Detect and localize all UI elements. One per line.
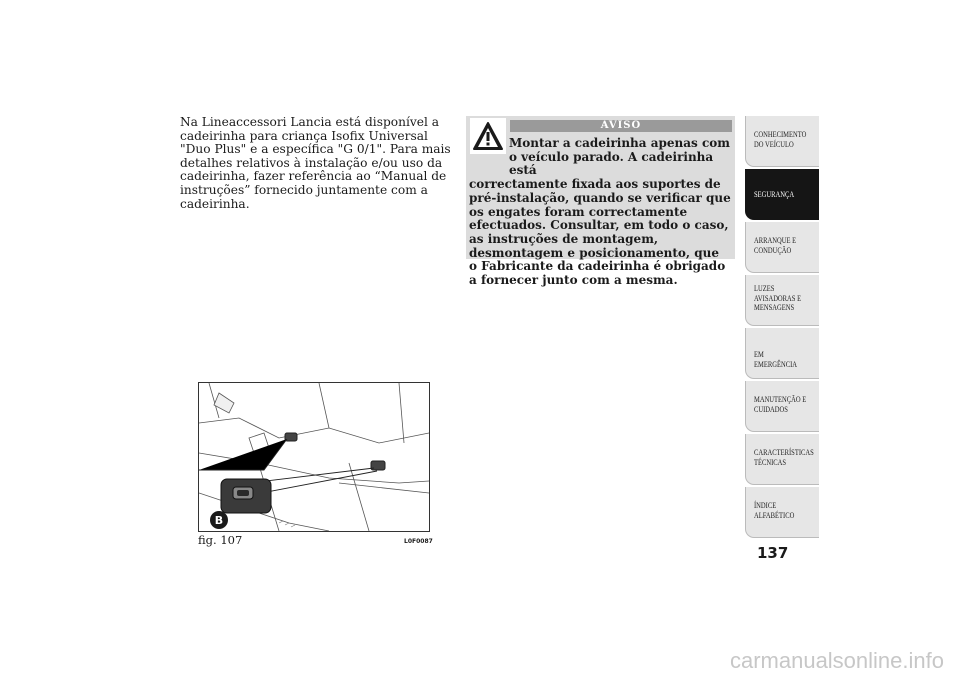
page-number: 137 <box>757 544 789 562</box>
tab-label: CARACTERÍSTICAS TÉCNICAS <box>754 448 814 467</box>
figure-illustration <box>199 383 429 531</box>
tab-label: CONHECIMENTO DO VEÍCULO <box>754 130 807 149</box>
tab-label: LUZES AVISADORAS E MENSAGENS <box>754 284 802 312</box>
tab-label: MANUTENÇÃO E CUIDADOS <box>754 395 807 414</box>
tab-conhecimento-do-veiculo[interactable] <box>745 116 819 167</box>
figure-isofix-anchors <box>198 382 430 532</box>
tab-caracteristicas-tecnicas[interactable] <box>745 434 819 485</box>
figure-code: L0F0087 <box>404 538 433 545</box>
tab-indice-alfabetico[interactable] <box>745 487 819 538</box>
tab-label: ÍNDICE ALFABÉTICO <box>754 501 795 520</box>
tab-label: EM EMERGÊNCIA <box>754 350 798 369</box>
tab-luzes-avisadoras-e-mensagens[interactable] <box>745 275 819 326</box>
tab-arranque-e-conducao[interactable] <box>745 222 819 273</box>
tab-manutencao-e-cuidados[interactable] <box>745 381 819 432</box>
warning-text-first: Montar a cadeirinha apenas com o veículo parado. A cadeirinha está <box>509 136 730 178</box>
figure-caption: fig. 107 <box>198 533 243 547</box>
warning-title: AVISO <box>510 120 732 132</box>
callout-b-label: B <box>214 514 224 527</box>
tab-em-emergencia[interactable] <box>745 328 819 379</box>
watermark: carmanualsonline.info <box>729 648 944 673</box>
tab-label: SEGURANÇA <box>754 190 795 199</box>
body-text <box>180 116 452 211</box>
warning-text <box>469 137 731 288</box>
body-paragraph: Na Lineaccessori Lancia está disponível a cadeirinha para criança Isofix Universal "Duo Plus" e a específica "G 0/1". Para mais detalhes relativos à instalação e/ou uso da cadeirinha, fazer referência ao “Manual de instruções” fornecido juntamente com a cadeirinha. <box>180 115 451 211</box>
warning-text-rest: correctamente fixada aos suportes de pré-instalação, quando se verificar que os engates foram correctamente efectuados. Consultar, em todo o caso, as instruções de montagem, desmontagem e posicionamento, que o Fabricante da cadeirinha é obrigado a fornecer junto com a mesma. <box>469 177 731 288</box>
tab-label: ARRANQUE E CONDUÇÃO <box>754 236 797 255</box>
tab-seguranca[interactable] <box>745 169 819 220</box>
